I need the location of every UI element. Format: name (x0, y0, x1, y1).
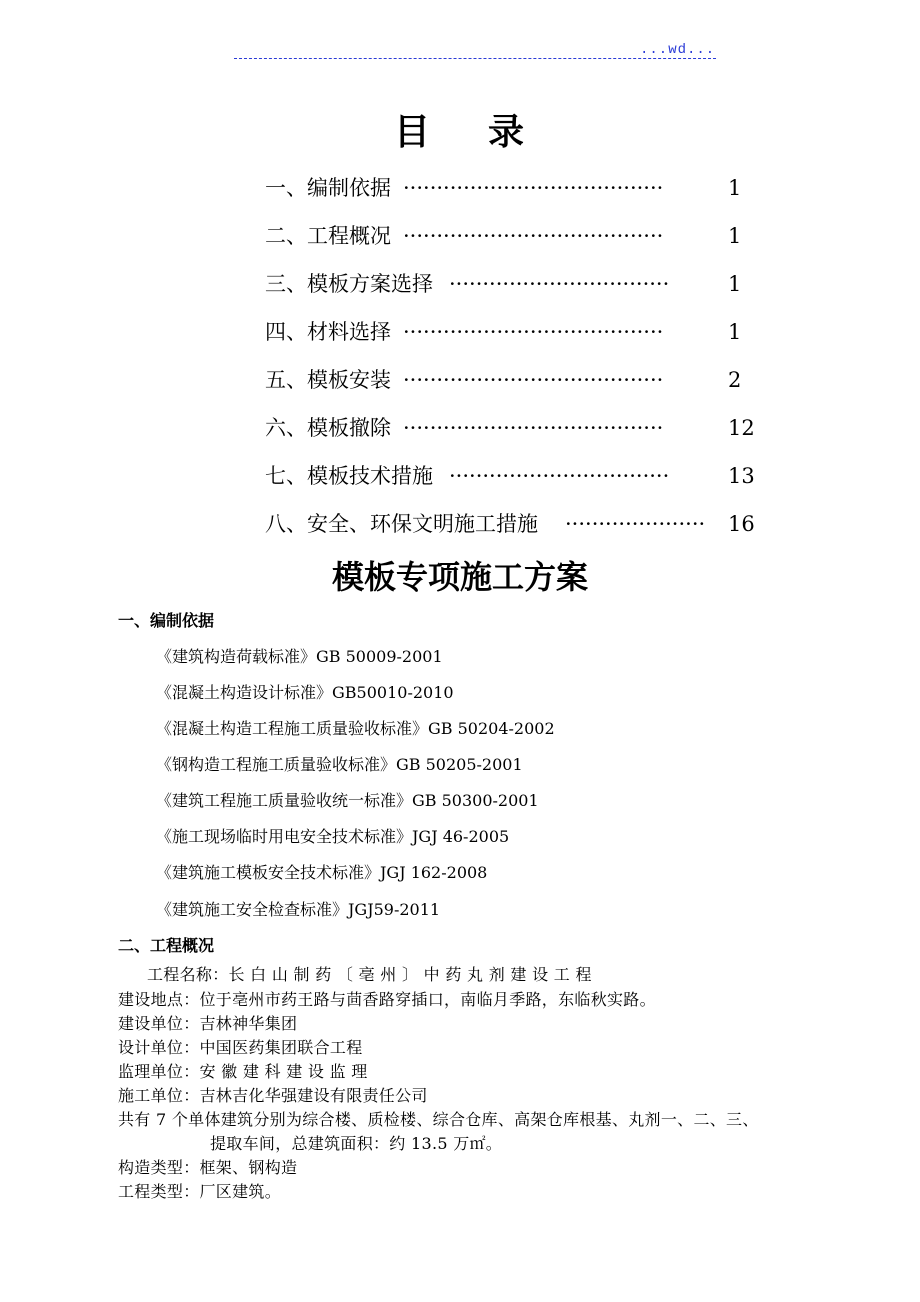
toc-item-label: 五、模板安装 (265, 368, 391, 392)
toc-item[interactable] (265, 170, 765, 206)
project-type: 工程类型：厂区建筑。 (118, 1182, 282, 1201)
project-structure: 构造类型：框架、钢构造 (118, 1158, 298, 1177)
toc-item-label: 七、模板技术措施 (265, 464, 433, 488)
toc-item[interactable] (265, 314, 765, 350)
toc-item-leader: ······································· (403, 416, 664, 440)
toc-item-page: 1 (728, 176, 742, 200)
toc-item-label: 八、安全、环保文明施工措施 (265, 512, 538, 536)
toc-item[interactable] (265, 362, 765, 398)
document-title: 模板专项施工方案 (331, 558, 588, 596)
project-site: 建设地点：位于亳州市药王路与茴香路穿插口，南临月季路，东临秋实路。 (118, 990, 656, 1009)
toc-title-char-2: 录 (488, 111, 527, 153)
toc-item-leader: ································· (449, 272, 670, 296)
toc-item-leader: ······································· (403, 176, 664, 200)
toc-item[interactable] (265, 506, 765, 542)
toc-item-page: 16 (728, 512, 755, 536)
toc-item-label: 二、工程概况 (265, 224, 391, 248)
toc-item-page: 1 (728, 272, 742, 296)
toc-item-label: 四、材料选择 (265, 320, 391, 344)
reference-item: 《混凝土构造设计标准》GB50010-2010 (156, 683, 454, 702)
toc-item-leader: ······································· (403, 320, 664, 344)
project-contractor: 施工单位：吉林吉化华强建设有限责任公司 (118, 1086, 428, 1105)
header-dashed-line (234, 58, 716, 59)
toc-title-char-1: 目 (393, 111, 432, 153)
reference-item: 《施工现场临时用电安全技术标准》JGJ 46-2005 (156, 827, 510, 846)
project-owner: 建设单位：吉林神华集团 (118, 1014, 298, 1033)
toc-title (0, 104, 920, 155)
toc-item-page: 13 (728, 464, 755, 488)
project-buildings: 共有 7 个单体建筑分别为综合楼、质检楼、综合仓库、高架仓库根基、丸剂一、二、三、 (118, 1110, 759, 1129)
reference-item: 《建筑工程施工质量验收统一标准》GB 50300-2001 (156, 791, 539, 810)
project-buildings-cont: 提取车间，总建筑面积：约 13.5 万㎡。 (210, 1134, 503, 1153)
reference-item: 《建筑施工模板安全技术标准》JGJ 162-2008 (156, 863, 488, 882)
toc-item-label: 六、模板撤除 (265, 416, 391, 440)
toc-item[interactable] (265, 218, 765, 254)
toc-item-leader: ····················· (565, 512, 706, 536)
header-watermark: ...wd... (640, 42, 716, 58)
toc-item[interactable] (265, 410, 765, 446)
reference-item: 《建筑施工安全检查标准》JGJ59-2011 (156, 900, 441, 919)
toc-item-leader: ································· (449, 464, 670, 488)
section-heading-overview: 二、工程概况 (118, 936, 215, 955)
project-supervisor: 监理单位：安 徽 建 科 建 设 监 理 (118, 1062, 368, 1081)
project-name: 工程名称：长 白 山 制 药 〔 亳 州 〕 中 药 丸 剂 建 设 工 程 (147, 965, 592, 984)
reference-item: 《建筑构造荷载标准》GB 50009-2001 (156, 647, 443, 666)
reference-item: 《混凝土构造工程施工质量验收标准》GB 50204-2002 (156, 719, 555, 738)
toc-item[interactable] (265, 266, 765, 302)
toc-item-leader: ······································· (403, 368, 664, 392)
toc-item-label: 三、模板方案选择 (265, 272, 433, 296)
toc-item-page: 1 (728, 320, 742, 344)
toc-item-label: 一、编制依据 (265, 176, 391, 200)
project-designer: 设计单位：中国医药集团联合工程 (118, 1038, 363, 1057)
toc-item[interactable] (265, 458, 765, 494)
toc-item-leader: ······································· (403, 224, 664, 248)
section-heading-basis: 一、编制依据 (118, 611, 215, 630)
toc-item-page: 2 (728, 368, 742, 392)
toc-item-page: 12 (728, 416, 755, 440)
toc-item-page: 1 (728, 224, 742, 248)
reference-item: 《钢构造工程施工质量验收标准》GB 50205-2001 (156, 755, 523, 774)
